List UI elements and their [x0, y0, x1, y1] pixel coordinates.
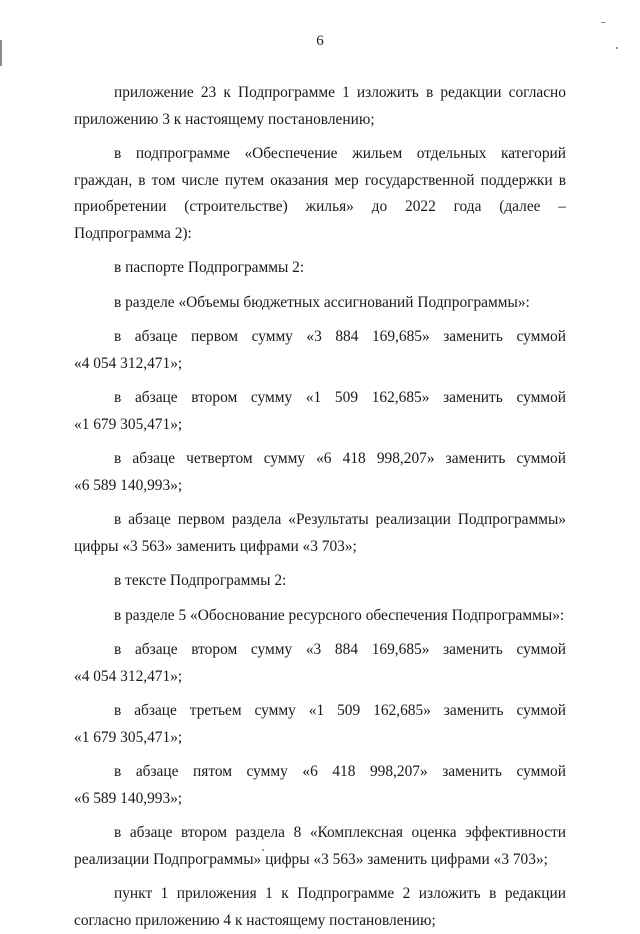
paragraph	[74, 637, 566, 690]
paragraph	[74, 255, 566, 282]
paragraph-line: граждан, в том числе путем оказания мер государственной поддержки в	[74, 168, 566, 195]
paragraph-line: пункт 1 приложения 1 к Подпрограмме 2 изложить в редакции	[74, 881, 566, 908]
paragraph	[74, 507, 566, 560]
paragraph	[74, 759, 566, 812]
paragraph-line: в абзаце втором сумму «3 884 169,685» заменить суммой	[74, 637, 566, 664]
paragraph-line: «1 679 305,471»;	[74, 725, 566, 752]
paragraph-line: «4 054 312,471»;	[74, 351, 566, 378]
document-body	[74, 80, 566, 934]
paragraph	[74, 446, 566, 499]
paragraph-line: в тексте Подпрограммы 2:	[74, 568, 566, 595]
paragraph-line: в подпрограмме «Обеспечение жильем отдельных категорий	[74, 141, 566, 168]
paragraph-line: в абзаце втором раздела 8 «Комплексная оценка эффективности	[74, 820, 566, 847]
paragraph-line: в разделе 5 «Обоснование ресурсного обеспечения Подпрограммы»:	[74, 603, 566, 630]
paragraph-line: «4 054 312,471»;	[74, 664, 566, 691]
paragraph-line: в абзаце первом сумму «3 884 169,685» заменить суммой	[74, 324, 566, 351]
paragraph-line: приложению 3 к настоящему постановлению;	[74, 107, 566, 134]
paragraph-line: в абзаце третьем сумму «1 509 162,685» заменить суммой	[74, 698, 566, 725]
paragraph-line: в абзаце пятом сумму «6 418 998,207» заменить суммой	[74, 759, 566, 786]
paragraph-line: в абзаце первом раздела «Результаты реализации Подпрограммы»	[74, 507, 566, 534]
paragraph	[74, 324, 566, 377]
scan-corner-mark	[601, 22, 605, 23]
paragraph-line: Подпрограмма 2):	[74, 221, 566, 248]
paragraph-line: «6 589 140,993»;	[74, 473, 566, 500]
paragraph-line: «1 679 305,471»;	[74, 412, 566, 439]
paragraph	[74, 568, 566, 595]
page-number: 6	[0, 33, 640, 50]
paragraph-line: реализации Подпрограммы» цифры «3 563» заменить цифрами «3 703»;	[74, 847, 566, 874]
paragraph-line: согласно приложению 4 к настоящему постановлению;	[74, 908, 566, 934]
paragraph-line: в паспорте Подпрограммы 2:	[74, 255, 566, 282]
paragraph-line: приобретении (строительстве) жилья» до 2022 года (далее –	[74, 194, 566, 221]
paragraph	[74, 80, 566, 133]
paragraph	[74, 385, 566, 438]
paragraph	[74, 820, 566, 873]
paragraph	[74, 881, 566, 934]
paragraph	[74, 698, 566, 751]
paragraph-line: приложение 23 к Подпрограмме 1 изложить в редакции согласно	[74, 80, 566, 107]
paragraph-line: в абзаце четвертом сумму «6 418 998,207» заменить суммой	[74, 446, 566, 473]
paragraph	[74, 141, 566, 247]
paragraph-line: в абзаце втором сумму «1 509 162,685» заменить суммой	[74, 385, 566, 412]
paragraph	[74, 603, 566, 630]
paragraph-line: цифры «3 563» заменить цифрами «3 703»;	[74, 534, 566, 561]
paragraph-line: «6 589 140,993»;	[74, 786, 566, 813]
paragraph	[74, 290, 566, 317]
paragraph-line: в разделе «Объемы бюджетных ассигнований Подпрограммы»:	[74, 290, 566, 317]
